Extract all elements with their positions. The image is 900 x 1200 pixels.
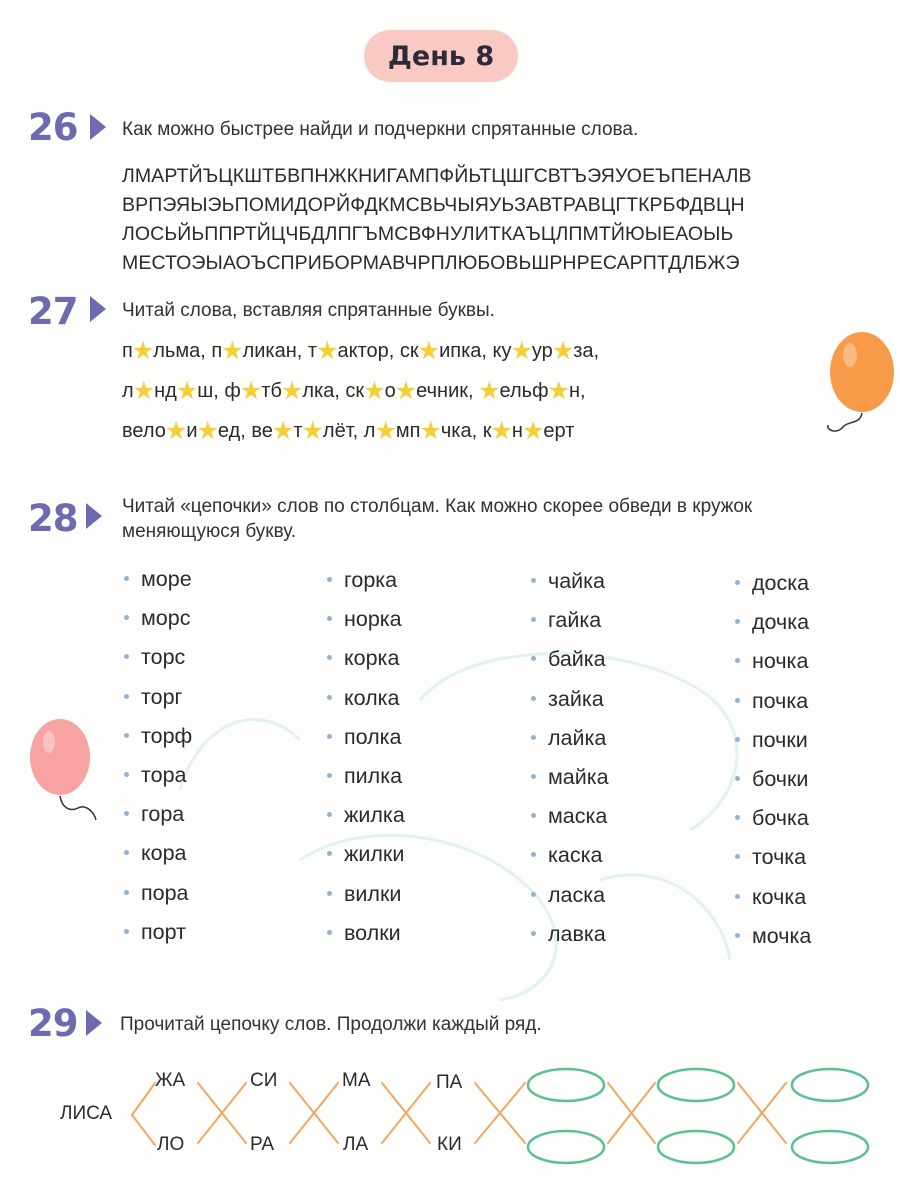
task-27-line-1 bbox=[122, 337, 600, 365]
word-item: ласка bbox=[531, 882, 609, 921]
word-fragment: ельф bbox=[499, 380, 549, 402]
star-icon: ★ bbox=[547, 377, 570, 405]
star-icon: ★ bbox=[164, 417, 188, 445]
star-icon: ★ bbox=[551, 337, 575, 365]
word-item: норка bbox=[327, 606, 405, 645]
word-item: торф bbox=[124, 723, 192, 762]
word-fragment: ликан, т bbox=[242, 340, 318, 362]
task-29-arrow-icon bbox=[86, 1010, 102, 1036]
star-icon: ★ bbox=[419, 417, 442, 445]
star-icon: ★ bbox=[417, 337, 441, 365]
word-item: горка bbox=[327, 567, 405, 606]
word-column-3 bbox=[531, 568, 609, 960]
star-icon: ★ bbox=[394, 377, 418, 405]
word-item: торг bbox=[124, 684, 192, 723]
word-item: гора bbox=[124, 801, 192, 840]
star-icon: ★ bbox=[301, 417, 324, 445]
star-icon: ★ bbox=[521, 417, 545, 445]
chain-syllable-bottom: КИ bbox=[437, 1134, 462, 1155]
word-fragment: актор, ск bbox=[337, 340, 419, 362]
word-fragment: о bbox=[384, 380, 396, 402]
day-badge bbox=[364, 30, 518, 82]
word-fragment: льма, п bbox=[153, 340, 223, 362]
word-item: бочка bbox=[735, 805, 811, 844]
word-item: бочки bbox=[735, 766, 811, 805]
word-fragment: нд bbox=[154, 380, 177, 402]
day-title: День 8 bbox=[387, 40, 495, 72]
word-item: почки bbox=[735, 727, 811, 766]
word-fragment: т bbox=[293, 420, 303, 442]
chain-syllable-bottom: ЛО bbox=[157, 1134, 185, 1155]
letter-row: ЛОСЬЙЬППРТЙЦЧБДЛПГЪМСВФНУЛИТКАЪЦЛПМТЙЮЫЕАОЫЬ bbox=[122, 223, 734, 245]
star-icon: ★ bbox=[363, 377, 386, 405]
star-icon: ★ bbox=[221, 337, 244, 365]
word-item: каска bbox=[531, 842, 609, 881]
star-icon: ★ bbox=[280, 377, 304, 405]
chain-syllable-bottom: РА bbox=[250, 1134, 275, 1155]
word-fragment: и bbox=[186, 420, 198, 442]
star-icon: ★ bbox=[510, 337, 533, 365]
task-27-instruction: Читай слова, вставляя спрятанные буквы. bbox=[122, 300, 495, 321]
word-fragment: ед, ве bbox=[217, 420, 273, 442]
letter-row: ЛМАРТЙЪЦКШТБВПНЖКНИГАМПФЙЬТЦШГСВТЪЭЯУОЕЪПЕНАЛВ bbox=[122, 165, 752, 187]
word-item: волки bbox=[327, 920, 405, 959]
word-fragment: н, bbox=[568, 380, 586, 402]
word-fragment: тб bbox=[261, 380, 282, 402]
word-fragment: лёт, л bbox=[322, 420, 376, 442]
word-fragment: л bbox=[122, 380, 134, 402]
word-item: морс bbox=[124, 605, 192, 644]
word-item: зайка bbox=[531, 686, 609, 725]
word-item: торс bbox=[124, 644, 192, 683]
word-item: лавка bbox=[531, 921, 609, 960]
word-item: лайка bbox=[531, 725, 609, 764]
star-icon: ★ bbox=[239, 377, 263, 405]
word-fragment: ипка, ку bbox=[439, 340, 512, 362]
star-icon: ★ bbox=[132, 377, 156, 405]
task-27-number: 27 bbox=[28, 290, 78, 333]
chain-syllable-top: ПА bbox=[436, 1072, 463, 1093]
word-item: кочка bbox=[735, 884, 811, 923]
chain-syllable-bottom: ЛА bbox=[343, 1134, 369, 1155]
word-fragment: ур bbox=[531, 340, 553, 362]
word-item: море bbox=[124, 566, 192, 605]
word-item: гайка bbox=[531, 607, 609, 646]
star-icon: ★ bbox=[131, 337, 155, 365]
word-item: жилка bbox=[327, 802, 405, 841]
word-item: полка bbox=[327, 724, 405, 763]
word-column-2 bbox=[327, 567, 405, 959]
chain-syllable-top: СИ bbox=[250, 1070, 278, 1091]
word-item: тора bbox=[124, 762, 192, 801]
word-item: жилки bbox=[327, 841, 405, 880]
word-item: маска bbox=[531, 803, 609, 842]
word-item: кора bbox=[124, 840, 192, 879]
word-fragment: ерт bbox=[543, 420, 575, 442]
word-item: дочка bbox=[735, 609, 811, 648]
word-item: ночка bbox=[735, 648, 811, 687]
word-item: вилки bbox=[327, 881, 405, 920]
word-item: пора bbox=[124, 880, 192, 919]
chain-syllable-top: ЖА bbox=[155, 1070, 186, 1091]
task-28-instruction bbox=[122, 494, 752, 544]
word-item: доска bbox=[735, 570, 811, 609]
word-fragment: ш, ф bbox=[197, 380, 241, 402]
word-fragment: вело bbox=[122, 420, 166, 442]
word-item: точка bbox=[735, 844, 811, 883]
word-item: колка bbox=[327, 685, 405, 724]
word-fragment: мп bbox=[395, 420, 421, 442]
task-26-number: 26 bbox=[28, 106, 78, 149]
star-icon: ★ bbox=[316, 337, 339, 365]
instruction-line: меняющуюся букву. bbox=[122, 521, 297, 542]
word-item: корка bbox=[327, 645, 405, 684]
letter-row: МЕСТОЭЫАОЪСПРИБОРМАВЧРПЛЮБОВЬШРНРЕСАРПТДЛБЖЭ bbox=[122, 252, 740, 274]
word-item: пилка bbox=[327, 763, 405, 802]
star-icon: ★ bbox=[490, 417, 513, 445]
task-29-instruction: Прочитай цепочку слов. Продолжи каждый ряд. bbox=[120, 1014, 542, 1035]
task-27-arrow-icon bbox=[90, 296, 106, 322]
word-fragment: чка, к bbox=[440, 420, 492, 442]
word-item: порт bbox=[124, 919, 192, 958]
task-26-letter-grid bbox=[122, 162, 752, 278]
task-26-arrow-icon bbox=[90, 114, 106, 140]
task-28-arrow-icon bbox=[86, 503, 102, 529]
word-item: чайка bbox=[531, 568, 609, 607]
star-icon: ★ bbox=[374, 417, 397, 445]
star-icon: ★ bbox=[175, 377, 199, 405]
task-27-line-3 bbox=[122, 417, 575, 445]
chain-syllable-top: МА bbox=[342, 1070, 371, 1091]
star-icon: ★ bbox=[271, 417, 295, 445]
letter-row: ВРПЭЯЫЭЬПОМИДОРЙФДКМСВЬЧЫЯУЬЗАВТРАВЦГТКРБФДВЦН bbox=[122, 194, 745, 216]
word-column-4 bbox=[735, 570, 811, 962]
task-26-instruction: Как можно быстрее найди и подчеркни спрятанные слова. bbox=[122, 119, 639, 140]
chain-start-word: ЛИСА bbox=[60, 1103, 113, 1124]
word-fragment: лка, ск bbox=[302, 380, 365, 402]
word-fragment: п bbox=[122, 340, 133, 362]
star-icon: ★ bbox=[196, 417, 219, 445]
word-fragment: н bbox=[511, 420, 523, 442]
word-item: байка bbox=[531, 646, 609, 685]
star-icon: ★ bbox=[478, 377, 501, 405]
task-27-line-2 bbox=[122, 377, 586, 405]
word-item: майка bbox=[531, 764, 609, 803]
word-fragment: за, bbox=[573, 340, 600, 362]
word-fragment: ечник, bbox=[416, 380, 480, 402]
instruction-line: Читай «цепочки» слов по столбцам. Как можно скорее обведи в кружок bbox=[122, 496, 753, 517]
word-item: мочка bbox=[735, 923, 811, 962]
word-column-1 bbox=[124, 566, 192, 958]
task-29-number: 29 bbox=[28, 1002, 78, 1045]
task-28-number: 28 bbox=[28, 497, 78, 540]
word-item: почка bbox=[735, 688, 811, 727]
